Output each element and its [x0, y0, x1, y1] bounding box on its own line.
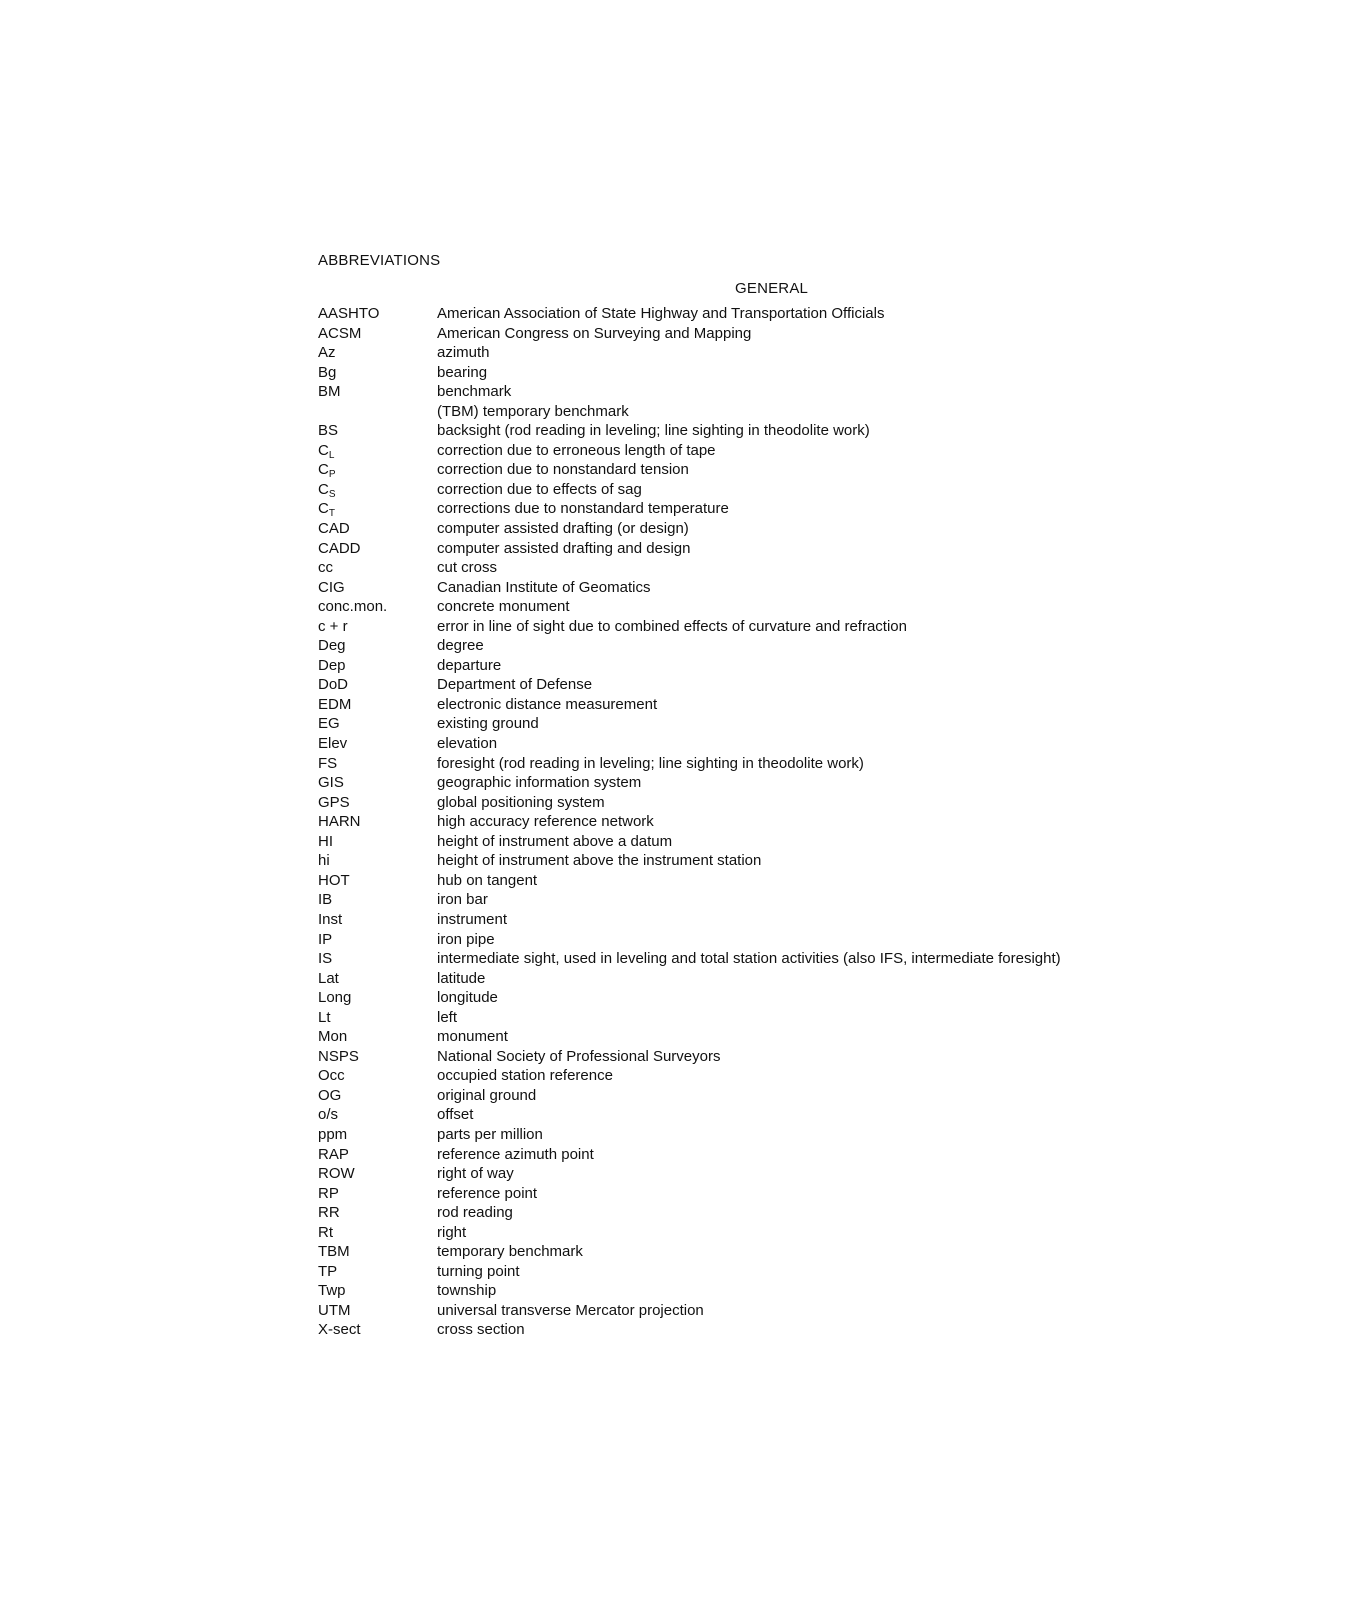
abbreviation-term: [318, 597, 437, 617]
abbreviation-definition: computer assisted drafting and design: [437, 539, 691, 557]
abbreviation-text: CIG: [318, 578, 345, 596]
abbreviation-definition: rod reading: [437, 1204, 513, 1222]
abbreviation-term: [318, 480, 437, 500]
abbreviation-definition: height of instrument above a datum: [437, 832, 673, 850]
abbreviation-definition: correction due to effects of sag: [437, 480, 642, 498]
abbreviation-term: [318, 539, 437, 559]
abbreviation-row: [318, 1145, 1138, 1165]
abbreviation-text: X-sect: [318, 1321, 361, 1339]
abbreviation-definition: right of way: [437, 1165, 514, 1183]
abbreviation-row: [318, 363, 1138, 383]
abbreviation-term: [318, 578, 437, 598]
abbreviation-definition: degree: [437, 637, 484, 655]
abbreviation-definition: iron bar: [437, 891, 488, 909]
abbreviation-row: [318, 441, 1138, 461]
abbreviation-text: Occ: [318, 1067, 345, 1085]
abbreviations-page: [318, 252, 1138, 1340]
abbreviation-term: [318, 617, 437, 637]
abbreviation-term: [318, 421, 437, 441]
abbreviation-definition: universal transverse Mercator projection: [437, 1301, 704, 1319]
abbreviation-row: [318, 1242, 1138, 1262]
abbreviation-text: HARN: [318, 813, 361, 831]
abbreviation-row: [318, 597, 1138, 617]
abbreviation-row: [318, 1066, 1138, 1086]
abbreviation-term: [318, 1203, 437, 1223]
abbreviation-definition: American Congress on Surveying and Mapping: [437, 324, 752, 342]
abbreviation-row: [318, 1223, 1138, 1243]
abbreviation-row: [318, 480, 1138, 500]
abbreviation-definition: correction due to nonstandard tension: [437, 461, 689, 479]
abbreviation-definition: elevation: [437, 735, 498, 753]
abbreviation-row: [318, 695, 1138, 715]
abbreviation-definition: azimuth: [437, 344, 490, 362]
abbreviation-row: [318, 460, 1138, 480]
abbreviation-definition: computer assisted drafting (or design): [437, 520, 689, 538]
abbreviation-term: [318, 930, 437, 950]
abbreviation-text: ROW: [318, 1165, 355, 1183]
abbreviation-row: [318, 754, 1138, 774]
abbreviation-definition: cross section: [437, 1321, 525, 1339]
abbreviation-term: [318, 773, 437, 793]
abbreviation-subscript: S: [328, 488, 336, 500]
abbreviation-row: [318, 1086, 1138, 1106]
abbreviation-text: c + r: [318, 617, 348, 635]
section-heading: [318, 280, 1138, 298]
abbreviation-definition: iron pipe: [437, 930, 495, 948]
abbreviation-term: [318, 656, 437, 676]
abbreviation-term: [318, 1008, 437, 1028]
abbreviation-term: [318, 363, 437, 383]
abbreviation-term: [318, 1262, 437, 1282]
abbreviation-row: [318, 304, 1138, 324]
abbreviation-row: [318, 499, 1138, 519]
abbreviation-row: [318, 1008, 1138, 1028]
abbreviation-term: [318, 1320, 437, 1340]
abbreviation-definition: benchmark: [437, 383, 512, 401]
abbreviation-definition: correction due to erroneous length of tape: [437, 441, 716, 459]
abbreviation-text: FS: [318, 754, 338, 772]
abbreviation-term: [318, 441, 437, 461]
abbreviation-text: TP: [318, 1262, 338, 1280]
page-title: ABBREVIATIONS: [318, 252, 441, 269]
abbreviation-text: Dep: [318, 656, 346, 674]
abbreviation-definition: offset: [437, 1106, 474, 1124]
abbreviation-text: EDM: [318, 695, 352, 713]
abbreviation-text: RR: [318, 1204, 340, 1222]
abbreviation-definition: global positioning system: [437, 793, 605, 811]
abbreviation-text: Lat: [318, 969, 339, 987]
abbreviation-term: [318, 402, 437, 422]
abbreviation-term: [318, 1145, 437, 1165]
abbreviation-row: [318, 1281, 1138, 1301]
abbreviation-term: [318, 1164, 437, 1184]
abbreviation-text: Rt: [318, 1223, 333, 1241]
abbreviation-term: [318, 1301, 437, 1321]
abbreviation-term: [318, 1184, 437, 1204]
abbreviation-term: [318, 1047, 437, 1067]
abbreviation-text: HI: [318, 832, 333, 850]
abbreviation-definition: departure: [437, 656, 502, 674]
abbreviation-term: [318, 558, 437, 578]
abbreviation-text: HOT: [318, 871, 350, 889]
abbreviation-text: cc: [318, 559, 333, 577]
abbreviation-subscript: L: [328, 449, 335, 461]
abbreviation-term: [318, 949, 437, 969]
abbreviation-term: [318, 1125, 437, 1145]
abbreviation-text: Twp: [318, 1282, 346, 1300]
abbreviation-text: AASHTO: [318, 305, 380, 322]
abbreviation-definition: original ground: [437, 1086, 537, 1104]
abbreviation-definition: temporary benchmark: [437, 1243, 583, 1261]
abbreviation-text: conc.mon.: [318, 598, 388, 616]
abbreviation-definition: intermediate sight, used in leveling and total station activities (also IFS, intermediate foresight): [437, 950, 1061, 968]
abbreviation-definition: Department of Defense: [437, 676, 593, 694]
abbreviation-definition: geographic information system: [437, 774, 642, 792]
abbreviation-definition: latitude: [437, 969, 486, 987]
abbreviation-row: [318, 1027, 1138, 1047]
abbreviation-term: [318, 969, 437, 989]
abbreviation-subscript: P: [328, 469, 336, 481]
abbreviation-term: [318, 382, 437, 402]
abbreviation-definition: reference azimuth point: [437, 1145, 594, 1163]
abbreviation-term: [318, 460, 437, 480]
abbreviation-row: [318, 871, 1138, 891]
abbreviation-definition: monument: [437, 1028, 508, 1046]
abbreviation-term: [318, 851, 437, 871]
abbreviation-list: [318, 304, 1138, 1340]
abbreviation-text: IP: [318, 930, 333, 948]
abbreviation-row: [318, 636, 1138, 656]
abbreviation-text: EG: [318, 715, 340, 733]
abbreviation-definition: corrections due to nonstandard temperature: [437, 500, 729, 518]
abbreviation-term: [318, 832, 437, 852]
abbreviation-text: hi: [318, 852, 330, 870]
abbreviation-text: Az: [318, 344, 336, 362]
abbreviation-definition: right: [437, 1223, 467, 1241]
abbreviation-row: [318, 910, 1138, 930]
abbreviation-subscript: T: [328, 508, 335, 520]
abbreviation-text: C: [318, 441, 329, 459]
abbreviation-definition: turning point: [437, 1262, 520, 1280]
abbreviation-term: [318, 343, 437, 363]
abbreviation-row: [318, 675, 1138, 695]
abbreviation-row: [318, 1301, 1138, 1321]
abbreviation-definition: longitude: [437, 989, 498, 1007]
abbreviation-text: BS: [318, 422, 339, 440]
abbreviation-row: [318, 519, 1138, 539]
abbreviation-row: [318, 890, 1138, 910]
abbreviation-text: o/s: [318, 1106, 339, 1124]
abbreviation-term: [318, 812, 437, 832]
abbreviation-row: [318, 773, 1138, 793]
abbreviation-definition: American Association of State Highway and Transportation Officials: [437, 305, 885, 322]
abbreviation-term: [318, 871, 437, 891]
abbreviation-row: [318, 812, 1138, 832]
abbreviation-text: RP: [318, 1184, 339, 1202]
abbreviation-term: [318, 519, 437, 539]
abbreviation-definition: hub on tangent: [437, 871, 538, 889]
abbreviation-term: [318, 636, 437, 656]
abbreviation-term: [318, 1066, 437, 1086]
abbreviation-text: CAD: [318, 520, 350, 538]
abbreviation-row: [318, 1262, 1138, 1282]
abbreviation-definition: concrete monument: [437, 598, 570, 616]
abbreviation-text: DoD: [318, 676, 349, 694]
abbreviation-term: [318, 499, 437, 519]
abbreviation-row: [318, 1125, 1138, 1145]
abbreviation-row: [318, 930, 1138, 950]
abbreviation-text: CADD: [318, 539, 361, 557]
abbreviation-text: Inst: [318, 910, 343, 928]
abbreviation-row: [318, 617, 1138, 637]
abbreviation-definition: high accuracy reference network: [437, 813, 654, 831]
abbreviation-row: [318, 343, 1138, 363]
abbreviation-row: [318, 734, 1138, 754]
abbreviation-term: [318, 793, 437, 813]
abbreviation-row: [318, 402, 1138, 422]
abbreviation-definition: backsight (rod reading in leveling; line sighting in theodolite work): [437, 422, 870, 440]
abbreviation-term: [318, 1223, 437, 1243]
abbreviation-row: [318, 1105, 1138, 1125]
abbreviation-row: [318, 969, 1138, 989]
abbreviation-row: [318, 988, 1138, 1008]
abbreviation-text: Long: [318, 989, 352, 1007]
abbreviation-term: [318, 675, 437, 695]
abbreviation-definition: National Society of Professional Surveyors: [437, 1047, 721, 1065]
abbreviation-term: [318, 1281, 437, 1301]
abbreviation-row: [318, 324, 1138, 344]
abbreviation-row: [318, 382, 1138, 402]
abbreviation-definition: height of instrument above the instrument station: [437, 852, 762, 870]
section-heading-label: GENERAL: [735, 280, 809, 297]
abbreviation-term: [318, 324, 437, 344]
abbreviation-text: OG: [318, 1086, 342, 1104]
abbreviation-term: [318, 988, 437, 1008]
abbreviation-definition: (TBM) temporary benchmark: [437, 402, 629, 420]
abbreviation-term: [318, 695, 437, 715]
abbreviation-term: [318, 1105, 437, 1125]
abbreviation-definition: township: [437, 1282, 497, 1300]
abbreviation-definition: left: [437, 1008, 458, 1026]
abbreviation-definition: bearing: [437, 363, 488, 381]
abbreviation-row: [318, 421, 1138, 441]
abbreviation-definition: Canadian Institute of Geomatics: [437, 578, 651, 596]
abbreviation-row: [318, 1164, 1138, 1184]
abbreviation-row: [318, 578, 1138, 598]
abbreviation-term: [318, 754, 437, 774]
abbreviation-text: ppm: [318, 1125, 348, 1143]
abbreviation-row: [318, 558, 1138, 578]
abbreviation-definition: cut cross: [437, 559, 498, 577]
abbreviation-row: [318, 1047, 1138, 1067]
abbreviation-text: TBM: [318, 1243, 350, 1261]
abbreviation-text: UTM: [318, 1301, 351, 1319]
abbreviation-text: ACSM: [318, 324, 362, 342]
abbreviation-text: IS: [318, 950, 333, 968]
abbreviation-row: [318, 1184, 1138, 1204]
abbreviation-text: Mon: [318, 1028, 348, 1046]
abbreviation-text: GPS: [318, 793, 350, 811]
abbreviation-row: [318, 714, 1138, 734]
abbreviation-text: IB: [318, 891, 333, 909]
abbreviation-term: [318, 910, 437, 930]
abbreviation-text: C: [318, 480, 329, 498]
abbreviation-text: BM: [318, 383, 341, 401]
abbreviation-term: [318, 714, 437, 734]
abbreviation-text: C: [318, 461, 329, 479]
abbreviation-definition: electronic distance measurement: [437, 695, 658, 713]
abbreviation-row: [318, 1203, 1138, 1223]
abbreviation-term: [318, 890, 437, 910]
abbreviation-text: RAP: [318, 1145, 349, 1163]
abbreviation-text: NSPS: [318, 1047, 359, 1065]
abbreviation-definition: foresight (rod reading in leveling; line sighting in theodolite work): [437, 754, 864, 772]
abbreviation-definition: reference point: [437, 1184, 538, 1202]
abbreviation-definition: occupied station reference: [437, 1067, 613, 1085]
abbreviation-row: [318, 949, 1138, 969]
abbreviation-text: GIS: [318, 774, 344, 792]
abbreviation-definition: existing ground: [437, 715, 539, 733]
abbreviation-term: [318, 1242, 437, 1262]
abbreviation-row: [318, 1320, 1138, 1340]
abbreviation-term: [318, 1086, 437, 1106]
abbreviation-row: [318, 832, 1138, 852]
abbreviation-term: [318, 1027, 437, 1047]
abbreviation-definition: parts per million: [437, 1125, 543, 1143]
abbreviation-row: [318, 656, 1138, 676]
abbreviation-text: C: [318, 500, 329, 518]
abbreviation-text: Lt: [318, 1008, 331, 1026]
abbreviation-definition: error in line of sight due to combined effects of curvature and refraction: [437, 617, 907, 635]
abbreviation-text: Deg: [318, 637, 346, 655]
abbreviation-text: Bg: [318, 363, 337, 381]
abbreviation-row: [318, 539, 1138, 559]
abbreviation-term: [318, 734, 437, 754]
abbreviation-term: [318, 304, 437, 324]
abbreviation-definition: instrument: [437, 910, 508, 928]
abbreviation-text: Elev: [318, 735, 348, 753]
abbreviation-row: [318, 793, 1138, 813]
abbreviation-row: [318, 851, 1138, 871]
